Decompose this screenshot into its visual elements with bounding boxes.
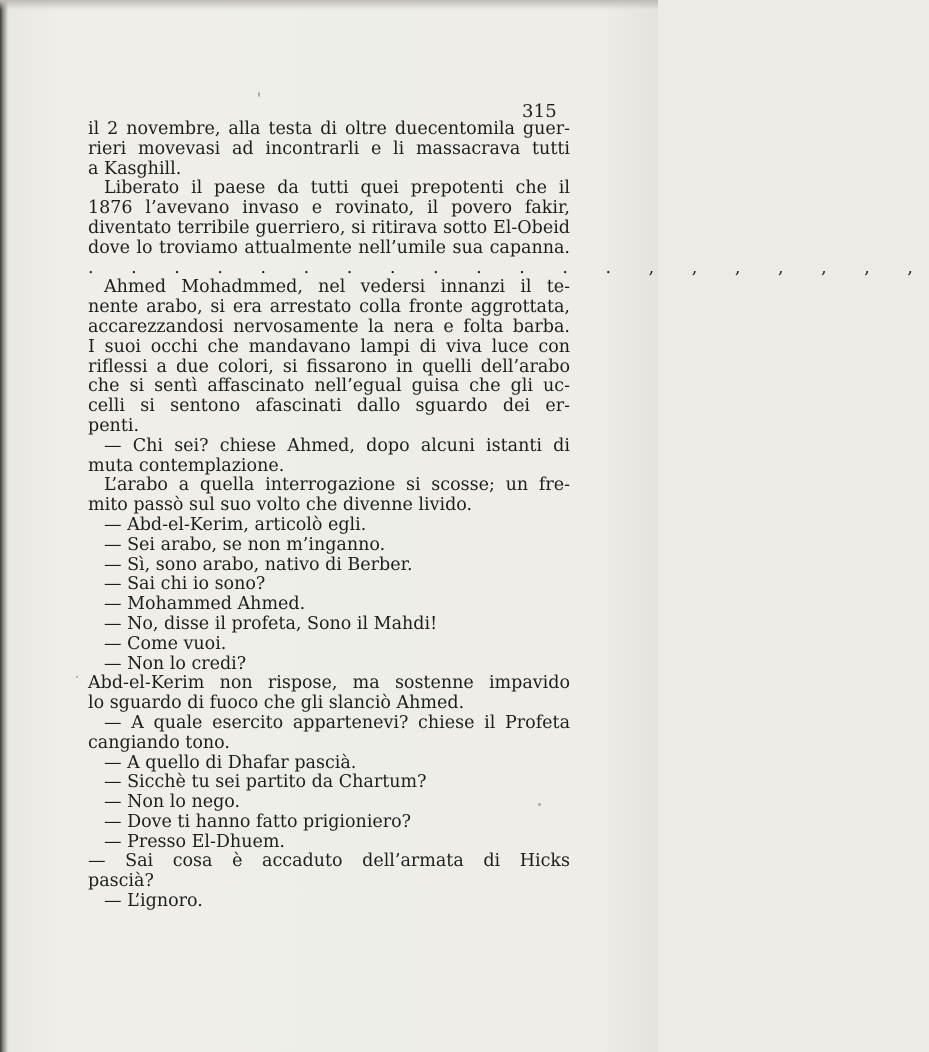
text-line: — Sai cosa è accaduto dell’armata di Hicks xyxy=(88,851,570,872)
text-line: — Sai chi io sono? xyxy=(104,574,266,595)
text-line: a Kasghill. xyxy=(88,158,182,179)
paper-speck xyxy=(258,92,260,97)
text-line: riflessi a due colori, si fissarono in quelli dell’arabo xyxy=(88,356,570,377)
text-line: Liberato il paese da tutti quei prepotenti che il xyxy=(104,178,570,199)
text-line: — A quale esercito appartenevi? chiese il Profeta xyxy=(104,712,570,733)
text-line: il 2 novembre, alla testa di oltre duecentomila guer- xyxy=(88,119,570,139)
text-line: muta contemplazione. xyxy=(88,455,285,476)
body-text xyxy=(88,119,929,912)
text-line: — A quello di Dhafar pascià. xyxy=(104,752,357,773)
text-line: Ahmed Mohadmmed, nel vedersi innanzi il te- xyxy=(104,277,570,298)
text-line: 1876 l’avevano invaso e rovinato, il povero fakir, xyxy=(88,198,570,219)
text-line: dove lo troviamo attualmente nell’umile sua capanna. xyxy=(88,237,570,258)
text-line: — Non lo nego. xyxy=(104,792,241,813)
text-line: — No, disse il profeta, Sono il Mahdi! xyxy=(104,613,438,634)
page-number: 315 xyxy=(522,101,557,122)
text-line: Abd-el-Kerim non rispose, ma sostenne impavido xyxy=(88,673,570,694)
text-line: — Sicchè tu sei partito da Chartum? xyxy=(104,772,427,793)
page-gutter-shadow xyxy=(0,0,8,1052)
text-line: mito passò sul suo volto che divenne livido. xyxy=(88,495,473,516)
text-line: — Presso El-Dhuem. xyxy=(104,831,285,852)
text-line: — Mohammed Ahmed. xyxy=(104,594,306,615)
ellipsis-line: . . . . . . . . . . . . . , , , , , , , xyxy=(88,257,929,278)
text-line: — Sì, sono arabo, nativo di Berber. xyxy=(104,554,413,575)
text-line: I suoi occhi che mandavano lampi di viva luce con xyxy=(88,336,570,357)
text-line: — Non lo credi? xyxy=(104,653,247,674)
text-line: — Chi sei? chiese Ahmed, dopo alcuni istanti di xyxy=(104,435,570,456)
text-line: L’arabo a quella interrogazione si scosse; un fre- xyxy=(104,475,570,496)
text-line: — L’ignoro. xyxy=(104,891,203,912)
text-line: — Abd-el-Kerim, articolò egli. xyxy=(104,514,367,535)
text-line: cangiando tono. xyxy=(88,732,230,753)
text-line: lo sguardo di fuoco che gli slanciò Ahmed. xyxy=(88,693,465,714)
paper-speck xyxy=(76,676,78,678)
text-line: — Come vuoi. xyxy=(104,633,227,654)
text-line: — Sei arabo, se non m’inganno. xyxy=(104,534,386,555)
text-line: accarezzandosi nervosamente la nera e folta barba. xyxy=(88,316,570,337)
text-line: diventato terribile guerriero, si ritirava sotto El-Obeid xyxy=(88,217,570,238)
text-line: che si sentì affascinato nell’egual guisa che gli uc- xyxy=(88,376,570,397)
text-line: celli si sentono afascinati dallo sguardo dei er- xyxy=(88,396,570,417)
text-line: rieri movevasi ad incontrarli e li massacrava tutti xyxy=(88,138,570,159)
text-line: — Dove ti hanno fatto prigioniero? xyxy=(104,811,412,832)
page-top-shadow xyxy=(0,0,658,10)
text-line: nente arabo, si era arrestato colla fronte aggrottata, xyxy=(88,297,570,318)
text-line: pascià? xyxy=(88,871,154,892)
text-line: penti. xyxy=(88,415,140,436)
